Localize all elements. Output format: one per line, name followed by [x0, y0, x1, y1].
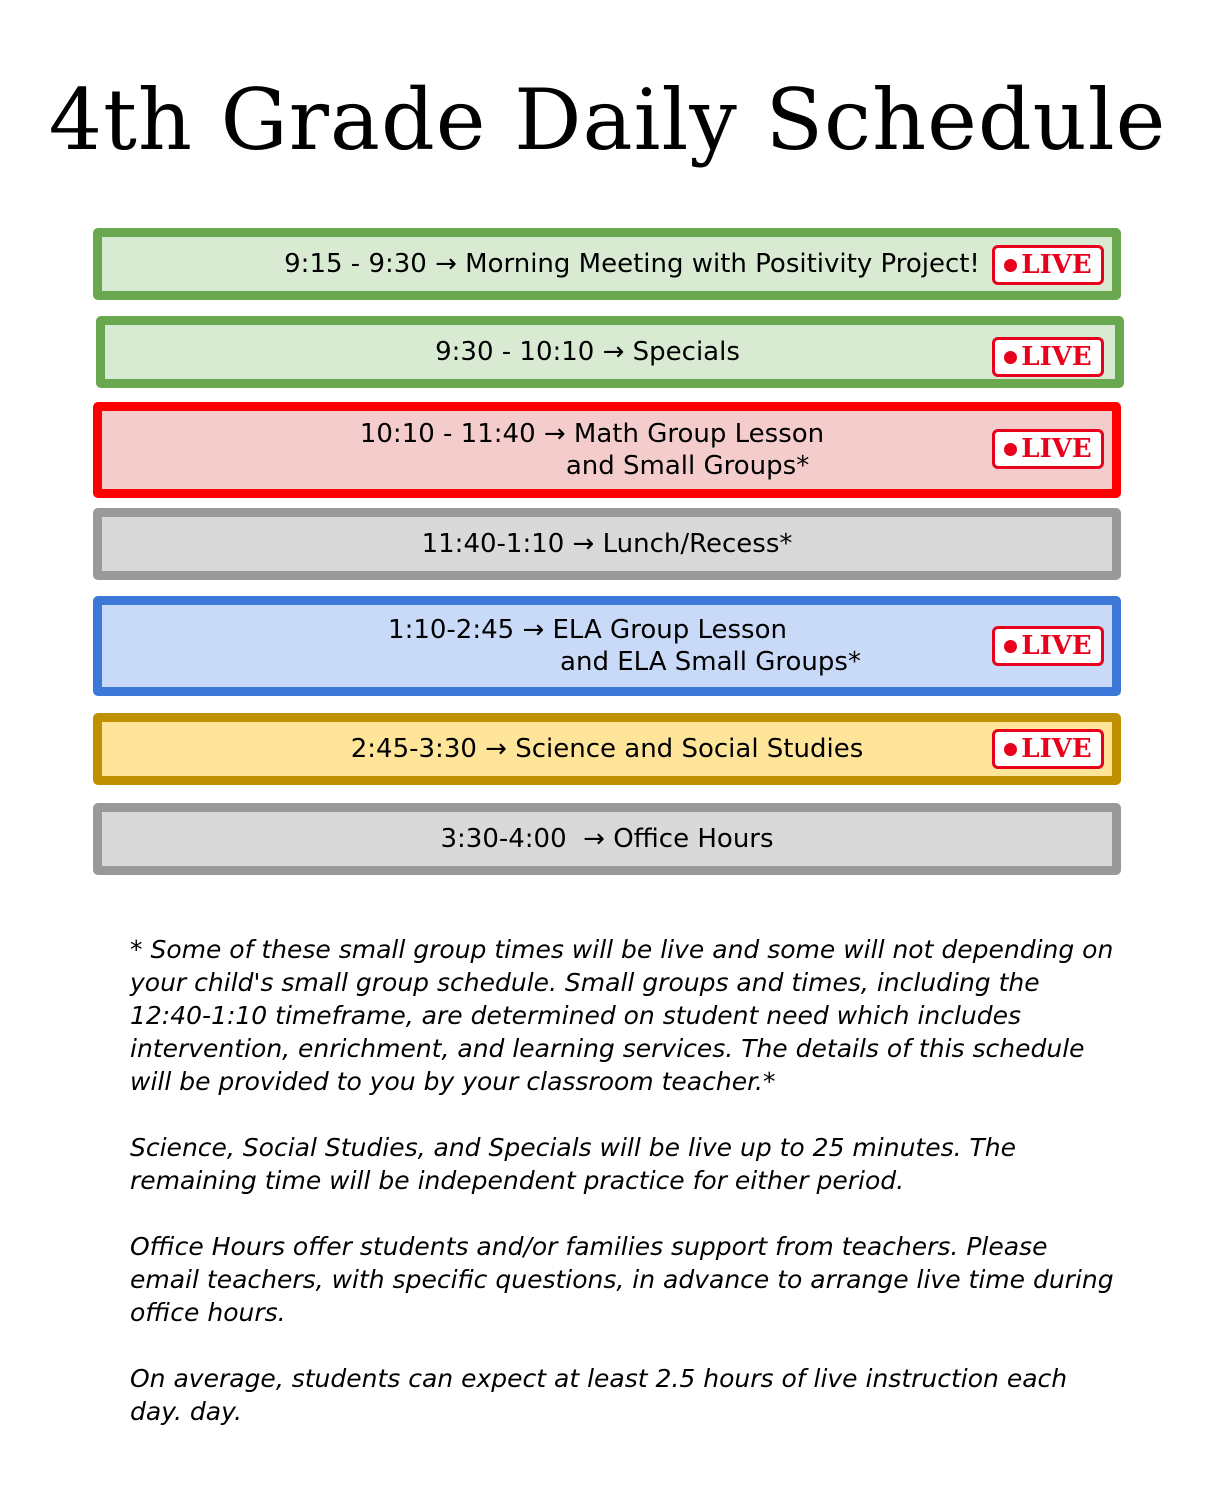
live-dot-icon: [1004, 743, 1017, 756]
note-paragraph: Office Hours offer students and/or families support from teachers. Please email teachers, with specific questions, in advance to arrange live time during office hours.: [130, 1232, 1114, 1327]
schedule-row-math: [93, 402, 1121, 498]
note-paragraph: On average, students can expect at least 2.5 hours of live instruction each day. day.: [130, 1364, 1068, 1426]
live-dot-icon: [1004, 351, 1017, 364]
live-badge: LIVE: [992, 429, 1104, 469]
note-paragraph: * Some of these small group times will be live and some will not depending on your child's small group schedule. Small groups and times, including the 12:40-1:10 timeframe, are determined on student need which includes intervention, enrichment, and learning services. The details of this schedule will be provided to you by your classroom teacher.*: [130, 935, 1114, 1096]
live-badge: LIVE: [992, 337, 1104, 377]
schedule-row-text: 2:45-3:30 → Science and Social Studies: [350, 734, 864, 764]
schedule-row-office-hours: [93, 803, 1121, 875]
note-paragraph: Science, Social Studies, and Specials will be live up to 25 minutes. The remaining time will be independent practice for either period.: [130, 1133, 1017, 1195]
live-badge: LIVE: [992, 626, 1104, 666]
live-dot-icon: [1004, 259, 1017, 272]
schedule-notes: [130, 933, 1115, 1461]
schedule-row-text: 10:10 - 11:40 → Math Group Lesson and Small Groups*: [359, 419, 825, 481]
schedule-row-specials: [96, 316, 1124, 388]
live-badge: LIVE: [992, 729, 1104, 769]
schedule-row-lunch-recess: [93, 508, 1121, 580]
live-badge: LIVE: [992, 245, 1104, 285]
schedule-row-text: 3:30-4:00 → Office Hours: [440, 824, 774, 854]
schedule-row-science-social-studies: [93, 713, 1121, 785]
schedule-row-text: 11:40-1:10 → Lunch/Recess*: [421, 529, 793, 559]
schedule-row-morning-meeting: [93, 228, 1121, 300]
schedule-row-ela: [93, 596, 1121, 696]
schedule-row-text: 1:10-2:45 → ELA Group Lesson and ELA Small Groups*: [388, 615, 861, 677]
live-dot-icon: [1004, 640, 1017, 653]
live-dot-icon: [1004, 443, 1017, 456]
schedule-row-text: 9:30 - 10:10 → Specials: [435, 337, 740, 367]
schedule-row-text: 9:15 - 9:30 → Morning Meeting with Positivity Project!: [284, 249, 980, 279]
page-title: 4th Grade Daily Schedule: [48, 71, 1167, 169]
